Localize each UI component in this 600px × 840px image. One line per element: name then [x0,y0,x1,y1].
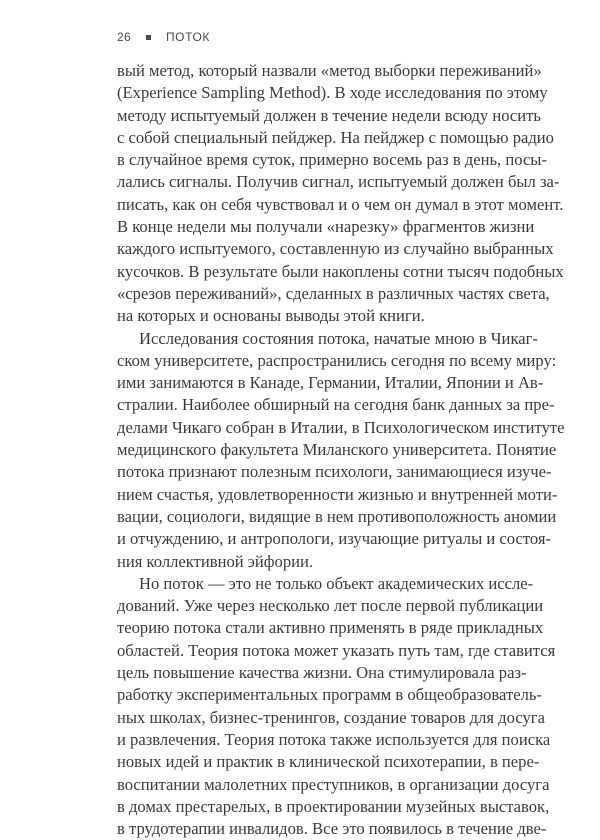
text-line: Но поток — это не только объект академических иссле- [139,573,534,593]
page-number: 26 [117,30,131,44]
text-line: ими занимаются в Канаде, Германии, Италии, Японии и Ав- [117,373,544,393]
text-line: делами Чикаго собран в Италии, в Психологическом институте [117,417,565,437]
text-line: с собой специальный пейджер. На пейджер с помощью радио [117,127,554,147]
text-line: и отчуждению, и антропологи, изучающие ритуалы и состоя- [117,529,552,549]
text-line: стралии. Наиболее обширный на сегодня банк данных за пре- [117,395,555,415]
text-line: областей. Теория потока может указать путь там, где ставится [117,640,556,660]
text-line: на которых и основаны выводы этой книги. [117,306,425,326]
text-line: лались сигналы. Получив сигнал, испытуемый должен был за- [117,172,560,192]
paragraph [117,573,556,840]
paragraph [117,328,565,573]
text-line: ском университете, распространились сегодня по всему миру: [117,350,557,370]
text-line: в трудотерапии инвалидов. Все это появилось в течение две- [117,819,547,839]
text-line: нием счастья, удовлетворенности жизнью и внутренней моти- [117,484,558,504]
running-title: ПОТОК [165,30,211,44]
text-line: медицинского факультета Миланского университета. Понятие [117,440,557,460]
text-line: воспитании малолетних преступников, в организации досуга [117,774,550,794]
separator-square-icon [146,35,151,40]
text-line: Исследования состояния потока, начатые мною в Чикаг- [139,328,538,348]
text-line: методу испытуемый должен в течение недели всюду носить [117,105,541,125]
text-line: (Experience Sampling Method). В ходе исследования по этому [117,83,548,103]
text-line: каждого испытуемого, составленную из случайно выбранных [117,239,554,259]
text-line: вый метод, который назвали «метод выборки переживаний» [117,61,542,80]
text-line: новых идей и практик в клинической психотерапии, в пере- [117,752,540,772]
text-line: ных школах, бизнес-тренингов, создание товаров для досуга [117,707,545,727]
text-line: и развлечения. Теория потока также используется для поиска [117,729,551,749]
text-line: ния коллективной эйфории. [117,551,314,571]
text-line: дований. Уже через несколько лет после первой публикации [117,596,544,616]
text-line: теорию потока стали активно применять в ряде прикладных [117,618,544,638]
text-line: в случайное время суток, примерно восемь раз в день, посы- [117,150,547,170]
paragraph [117,60,564,328]
text-line: в домах престарелых, в проектировании музейных выставок, [117,796,550,816]
text-line: В конце недели мы получали «нарезку» фрагментов жизни [117,217,535,237]
body-text [117,60,565,840]
text-line: «срезов переживаний», сделанных в различных частях света, [117,283,550,303]
running-head [117,29,210,45]
text-line: вации, социологи, видящие в нем противоположность аномии [117,506,557,526]
text-line: писать, как он себя чувствовал и о чем он думал в этот момент. [117,194,564,214]
text-line: потока признают полезным психологи, занимающиеся изуче- [117,462,552,482]
text-line: цель повышение качества жизни. Она стимулировала раз- [117,663,527,683]
text-line: кусочков. В результате были накоплены сотни тысяч подобных [117,261,564,281]
text-line: работку экспериментальных программ в общеобразователь- [117,685,542,705]
